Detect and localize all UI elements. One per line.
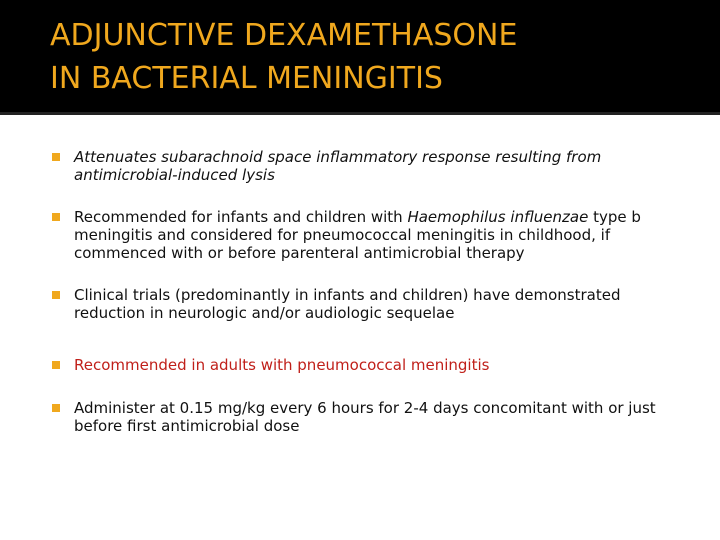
bullet-item-5: [50, 399, 680, 435]
bullet-item-4: [50, 356, 680, 374]
slide-title: ADJUNCTIVE DEXAMETHASONE IN BACTERIAL MENINGITIS: [50, 18, 518, 96]
square-bullet-icon: [52, 213, 60, 221]
bullet-text: [74, 208, 641, 262]
bullet-item-3: [50, 286, 680, 322]
square-bullet-icon: [52, 153, 60, 161]
bullet-text-before: Recommended in adults with pneumococcal meningitis: [74, 356, 490, 374]
bullet-text-after: type b meningitis and considered for pneumococcal meningitis in childhood, if commenced with or before parenteral antimicrobial therapy: [74, 208, 641, 262]
bullet-text: [74, 356, 489, 374]
square-bullet-icon: [52, 404, 60, 412]
bullet-text-before: Attenuates subarachnoid space inflammatory response resulting from antimicrobial-induced lysis: [74, 148, 602, 184]
title-divider: [0, 112, 720, 115]
bullet-text: [74, 148, 601, 184]
bullet-text: [74, 286, 621, 322]
bullet-list: [50, 140, 680, 435]
bullet-text-before: Clinical trials (predominantly in infants and children) have demonstrated reduction in neurologic and/or audiologic sequelae: [74, 286, 621, 322]
bullet-text: [74, 399, 656, 435]
bullet-item-2: [50, 208, 680, 262]
bullet-text-before: Administer at 0.15 mg/kg every 6 hours for 2-4 days concomitant with or just before first antimicrobial dose: [74, 399, 656, 435]
bullet-item-1: [50, 148, 680, 184]
square-bullet-icon: [52, 291, 60, 299]
square-bullet-icon: [52, 361, 60, 369]
bullet-text-before: Recommended for infants and children with: [74, 208, 408, 226]
title-bar: [0, 0, 720, 112]
organism-name: Haemophilus influenzae: [407, 208, 589, 226]
